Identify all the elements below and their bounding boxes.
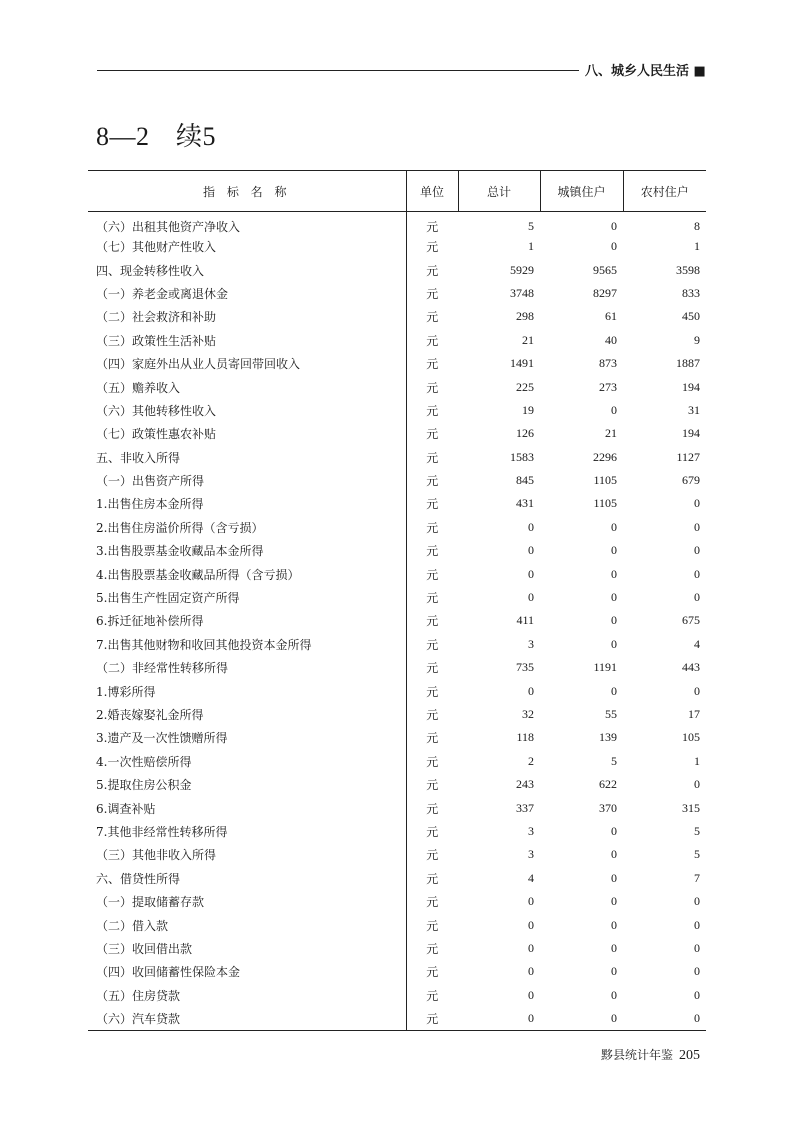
- row-unit: 元: [406, 422, 458, 445]
- row-unit: 元: [406, 703, 458, 726]
- table-row: [88, 586, 706, 609]
- row-rural: 0: [694, 496, 700, 511]
- row-urban: 0: [611, 636, 617, 651]
- row-label: （二）非经常性转移所得: [96, 661, 229, 676]
- row-total: 3748: [510, 285, 534, 300]
- row-unit: 元: [406, 516, 458, 539]
- row-label: 六、借贷性所得: [96, 871, 181, 886]
- table-row: [88, 867, 706, 890]
- row-total: 337: [516, 800, 534, 815]
- row-rural: 194: [682, 426, 700, 441]
- table-row: [88, 469, 706, 492]
- table-row: [88, 562, 706, 585]
- row-label: 四、现金转移性收入: [96, 263, 205, 278]
- row-label: 7.其他非经常性转移所得: [96, 824, 228, 839]
- statistics-table: [88, 170, 706, 1031]
- column-header-unit: 单位: [406, 171, 458, 212]
- row-label: 2.出售住房溢价所得（含亏损）: [96, 520, 264, 535]
- row-total: 4: [528, 870, 534, 885]
- row-label: （一）提取储蓄存款: [96, 895, 205, 910]
- row-total: 0: [528, 566, 534, 581]
- table-row: [88, 843, 706, 866]
- row-unit: 元: [406, 539, 458, 562]
- row-urban: 0: [611, 894, 617, 909]
- table-row: [88, 960, 706, 983]
- row-label: （一）出售资产所得: [96, 474, 205, 489]
- row-unit: 元: [406, 820, 458, 843]
- table-row: [88, 352, 706, 375]
- row-rural: 0: [694, 683, 700, 698]
- row-rural: 7: [694, 870, 700, 885]
- row-unit: 元: [406, 399, 458, 422]
- row-total: 0: [528, 590, 534, 605]
- row-urban: 0: [611, 940, 617, 955]
- row-label: （五）赡养收入: [96, 380, 181, 395]
- row-rural: 443: [682, 660, 700, 675]
- row-total: 126: [516, 426, 534, 441]
- row-unit: 元: [406, 258, 458, 281]
- row-rural: 315: [682, 800, 700, 815]
- row-unit: 元: [406, 984, 458, 1007]
- row-rural: 0: [694, 964, 700, 979]
- row-total: 735: [516, 660, 534, 675]
- table-row: [88, 516, 706, 539]
- row-rural: 8: [694, 219, 700, 233]
- row-rural: 0: [694, 543, 700, 558]
- row-unit: 元: [406, 1007, 458, 1030]
- row-total: 0: [528, 964, 534, 979]
- row-rural: 0: [694, 566, 700, 581]
- row-label: （五）住房贷款: [96, 988, 181, 1003]
- row-urban: 0: [611, 870, 617, 885]
- row-urban: 273: [599, 379, 617, 394]
- row-unit: 元: [406, 656, 458, 679]
- row-rural: 0: [694, 590, 700, 605]
- row-label: 3.出售股票基金收藏品本金所得: [96, 544, 264, 559]
- row-label: （四）收回储蓄性保险本金: [96, 965, 241, 980]
- table-row: [88, 539, 706, 562]
- table-row: [88, 609, 706, 632]
- row-label: 5.出售生产性固定资产所得: [96, 591, 240, 606]
- row-unit: 元: [406, 329, 458, 352]
- row-unit: 元: [406, 492, 458, 515]
- row-label: （六）汽车贷款: [88, 1007, 406, 1030]
- row-total: 0: [528, 543, 534, 558]
- row-unit: 元: [406, 726, 458, 749]
- row-unit: 元: [406, 867, 458, 890]
- row-unit: 元: [406, 469, 458, 492]
- row-unit: 元: [406, 750, 458, 773]
- table-row: [88, 258, 706, 281]
- table-row: [88, 913, 706, 936]
- row-total: 118: [516, 730, 534, 745]
- row-unit: 元: [406, 913, 458, 936]
- row-total: 225: [516, 379, 534, 394]
- table-row: [88, 375, 706, 398]
- row-label: 4.一次性赔偿所得: [96, 754, 192, 769]
- row-unit: 元: [406, 305, 458, 328]
- row-urban: 40: [605, 332, 617, 347]
- column-header-indicator: 指 标 名 称: [88, 171, 406, 212]
- row-total: 845: [516, 473, 534, 488]
- row-label: （一）养老金或离退休金: [96, 286, 229, 301]
- row-urban: 0: [611, 566, 617, 581]
- row-total: 19: [522, 402, 534, 417]
- row-total: 0: [458, 1007, 540, 1030]
- table-row: [88, 633, 706, 656]
- table-row: [88, 773, 706, 796]
- row-unit: 元: [406, 352, 458, 375]
- row-total: 2: [528, 753, 534, 768]
- row-urban: 1105: [593, 496, 617, 511]
- section-header: 八、城乡人民生活 ■: [585, 64, 706, 79]
- table-row: [88, 492, 706, 515]
- table-row: [88, 890, 706, 913]
- row-label: （二）借入款: [96, 918, 169, 933]
- row-urban: 0: [611, 519, 617, 534]
- table-row: [88, 820, 706, 843]
- row-total: 3: [528, 636, 534, 651]
- row-rural: 0: [694, 894, 700, 909]
- row-total: 411: [516, 613, 534, 628]
- row-label: （四）家庭外出从业人员寄回带回收入: [96, 357, 301, 372]
- row-total: 3: [528, 847, 534, 862]
- row-urban: 55: [605, 707, 617, 721]
- row-unit: 元: [406, 960, 458, 983]
- row-rural: 105: [682, 730, 700, 745]
- row-rural: 0: [694, 777, 700, 792]
- table-row: [88, 235, 706, 258]
- table-row: [88, 305, 706, 328]
- row-total: 1491: [510, 356, 534, 371]
- row-unit: 元: [406, 773, 458, 796]
- row-rural: 675: [682, 613, 700, 628]
- column-header-urban: 城镇住户: [540, 171, 623, 212]
- row-urban: 0: [611, 964, 617, 979]
- book-title: 黟县统计年鉴: [600, 1048, 673, 1062]
- row-unit: 元: [406, 586, 458, 609]
- table-row: [88, 329, 706, 352]
- row-unit: 元: [406, 633, 458, 656]
- row-total: 0: [528, 683, 534, 698]
- row-label: 4.出售股票基金收藏品所得（含亏损）: [96, 567, 300, 582]
- row-label: （三）政策性生活补贴: [96, 333, 217, 348]
- table-row: [88, 726, 706, 749]
- table-row: [88, 937, 706, 960]
- table-row: [88, 212, 706, 236]
- page-title: 8—2 续5: [96, 122, 217, 151]
- row-total: 5929: [510, 262, 534, 277]
- row-total: 3: [528, 823, 534, 838]
- row-label: 7.出售其他财物和收回其他投资本金所得: [96, 637, 312, 652]
- row-rural: 0: [623, 1007, 706, 1030]
- row-unit: 元: [406, 375, 458, 398]
- row-total: 0: [528, 940, 534, 955]
- row-label: （六）出租其他资产净收入: [96, 220, 241, 234]
- row-urban: 0: [540, 1007, 623, 1030]
- row-total: 1583: [510, 449, 534, 464]
- row-label: 五、非收入所得: [96, 450, 181, 465]
- row-label: （三）其他非收入所得: [96, 848, 217, 863]
- page-footer: [590, 1046, 700, 1064]
- row-urban: 873: [599, 356, 617, 371]
- row-urban: 9565: [593, 262, 617, 277]
- row-label: 2.婚丧嫁娶礼金所得: [96, 708, 204, 722]
- row-urban: 0: [611, 987, 617, 1002]
- column-header-total: 总计: [458, 171, 540, 212]
- row-label: 3.遗产及一次性馈赠所得: [96, 731, 228, 746]
- table-row: [88, 446, 706, 469]
- row-total: 5: [528, 219, 534, 233]
- table-row: [88, 282, 706, 305]
- row-unit: 元: [406, 446, 458, 469]
- row-rural: 5: [694, 847, 700, 862]
- row-urban: 21: [605, 426, 617, 441]
- row-urban: 0: [611, 917, 617, 932]
- table-row: [88, 750, 706, 773]
- row-label: 1.出售住房本金所得: [96, 497, 204, 512]
- row-unit: 元: [406, 212, 458, 236]
- row-urban: 0: [611, 823, 617, 838]
- row-urban: 1105: [593, 473, 617, 488]
- row-rural: 450: [682, 309, 700, 324]
- row-urban: 370: [599, 800, 617, 815]
- header-rule: [97, 70, 579, 71]
- row-urban: 0: [611, 219, 617, 233]
- row-rural: 194: [682, 379, 700, 394]
- row-rural: 0: [694, 940, 700, 955]
- table-row: [88, 399, 706, 422]
- page-number: 205: [679, 1048, 700, 1063]
- row-rural: 31: [688, 402, 700, 417]
- table-row: [88, 1007, 706, 1030]
- row-rural: 0: [694, 917, 700, 932]
- row-urban: 139: [599, 730, 617, 745]
- row-rural: 1887: [676, 356, 700, 371]
- table-row: [88, 679, 706, 702]
- row-label: （七）其他财产性收入: [96, 240, 217, 255]
- row-label: 6.拆迁征地补偿所得: [96, 614, 204, 629]
- row-unit: 元: [406, 609, 458, 632]
- row-urban: 61: [605, 309, 617, 324]
- row-label: （三）收回借出款: [96, 941, 193, 956]
- row-label: 1.博彩所得: [96, 684, 156, 699]
- row-rural: 5: [694, 823, 700, 838]
- row-urban: 1191: [593, 660, 617, 675]
- row-urban: 0: [611, 239, 617, 254]
- table-row: [88, 656, 706, 679]
- row-label: 6.调查补贴: [96, 801, 156, 816]
- row-total: 32: [522, 707, 534, 721]
- row-rural: 0: [694, 987, 700, 1002]
- row-rural: 1: [694, 239, 700, 254]
- row-urban: 0: [611, 402, 617, 417]
- row-urban: 0: [611, 543, 617, 558]
- row-total: 0: [528, 987, 534, 1002]
- row-total: 0: [528, 519, 534, 534]
- row-rural: 17: [688, 707, 700, 721]
- row-total: 431: [516, 496, 534, 511]
- row-unit: 元: [406, 937, 458, 960]
- row-urban: 2296: [593, 449, 617, 464]
- row-rural: 679: [682, 473, 700, 488]
- table-body: [88, 212, 706, 1031]
- row-rural: 0: [694, 519, 700, 534]
- column-header-rural: 农村住户: [623, 171, 706, 212]
- row-urban: 0: [611, 590, 617, 605]
- row-urban: 0: [611, 847, 617, 862]
- row-total: 0: [528, 917, 534, 932]
- row-unit: 元: [406, 679, 458, 702]
- row-unit: 元: [406, 796, 458, 819]
- row-label: （六）其他转移性收入: [96, 403, 217, 418]
- row-unit: 元: [406, 282, 458, 305]
- row-label: 5.提取住房公积金: [96, 778, 192, 793]
- row-label: （二）社会救济和补助: [96, 310, 217, 325]
- row-unit: 元: [406, 843, 458, 866]
- row-unit: 元: [406, 890, 458, 913]
- row-total: 298: [516, 309, 534, 324]
- row-total: 243: [516, 777, 534, 792]
- row-urban: 8297: [593, 285, 617, 300]
- row-urban: 0: [611, 613, 617, 628]
- row-total: 1: [528, 239, 534, 254]
- row-urban: 5: [611, 753, 617, 768]
- row-urban: 622: [599, 777, 617, 792]
- row-unit: 元: [406, 562, 458, 585]
- table-row: [88, 703, 706, 726]
- table-header-row: [88, 171, 706, 212]
- row-rural: 833: [682, 285, 700, 300]
- row-rural: 1127: [676, 449, 700, 464]
- table-row: [88, 984, 706, 1007]
- row-rural: 3598: [676, 262, 700, 277]
- row-label: （七）政策性惠农补贴: [96, 427, 217, 442]
- row-total: 21: [522, 332, 534, 347]
- row-urban: 0: [611, 683, 617, 698]
- row-unit: 元: [406, 235, 458, 258]
- table-row: [88, 796, 706, 819]
- table-row: [88, 422, 706, 445]
- row-total: 0: [528, 894, 534, 909]
- row-rural: 1: [694, 753, 700, 768]
- row-rural: 9: [694, 332, 700, 347]
- row-rural: 4: [694, 636, 700, 651]
